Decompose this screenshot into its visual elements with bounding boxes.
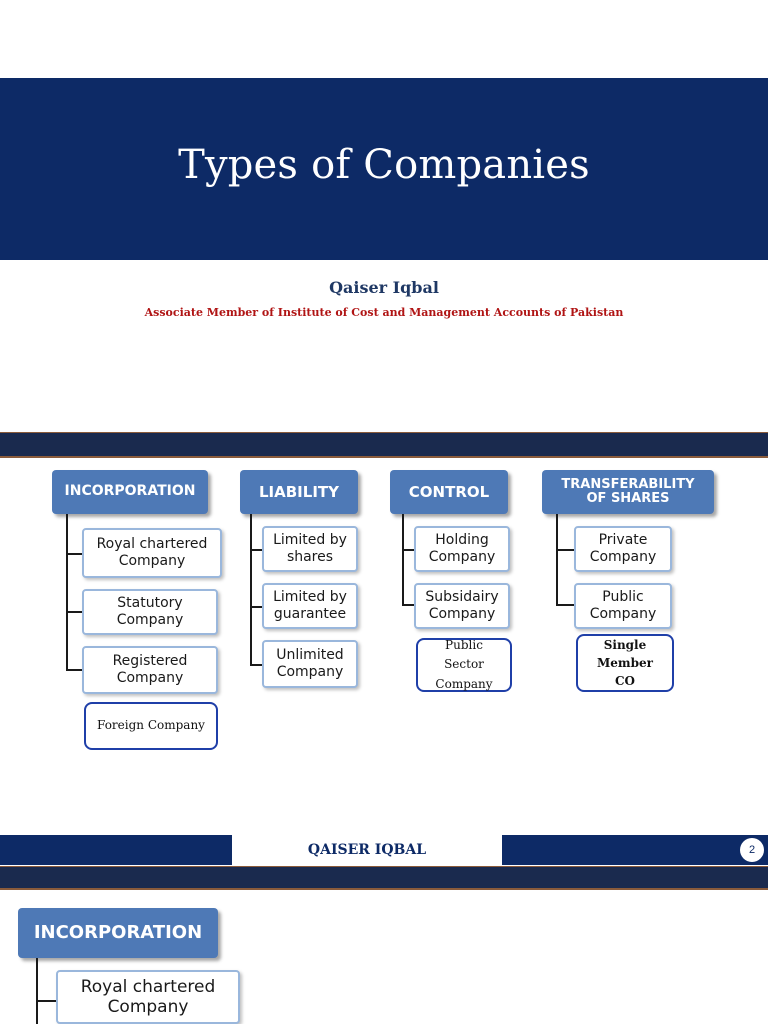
connector-line bbox=[36, 1000, 56, 1002]
item-private-company: Private Company bbox=[574, 526, 672, 572]
item-subsidairy-company: Subsidairy Company bbox=[414, 583, 510, 629]
item-statutory-company: Statutory Company bbox=[82, 589, 218, 635]
heading-liability: LIABILITY bbox=[240, 470, 358, 514]
footer-left-band bbox=[0, 835, 232, 865]
author-name: Qaiser Iqbal bbox=[329, 278, 439, 297]
connector-line bbox=[250, 606, 262, 608]
footer-author-name: QAISER IQBAL bbox=[307, 842, 427, 858]
connector-line bbox=[556, 514, 558, 606]
connector-line bbox=[402, 549, 414, 551]
slide-title: Types of Companies bbox=[178, 142, 590, 188]
connector-line bbox=[250, 664, 262, 666]
item-public-sector-company: Public Sector Company bbox=[416, 638, 512, 692]
item-registered-company: Registered Company bbox=[82, 646, 218, 694]
item-unlimited-company: Unlimited Company bbox=[262, 640, 358, 688]
author-affiliation: Associate Member of Institute of Cost and Management Accounts of Pakistan bbox=[144, 306, 624, 319]
slide3-item-royal-chartered-company: Royal chartered Company bbox=[56, 970, 240, 1024]
item-single-member-co: Single Member CO bbox=[576, 634, 674, 692]
connector-line bbox=[66, 514, 68, 670]
footer-right-band bbox=[502, 835, 768, 865]
item-foreign-company: Foreign Company bbox=[84, 702, 218, 750]
connector-line bbox=[556, 604, 574, 606]
slide3-heading-incorporation: INCORPORATION bbox=[18, 908, 218, 958]
slide3-header-bar bbox=[0, 866, 768, 890]
connector-line bbox=[66, 611, 82, 613]
item-limited-by-guarantee: Limited by guarantee bbox=[262, 583, 358, 629]
connector-line bbox=[402, 514, 404, 606]
slide-header-bar bbox=[0, 432, 768, 458]
connector-line bbox=[402, 604, 414, 606]
connector-line bbox=[66, 553, 82, 555]
connector-line bbox=[250, 514, 252, 666]
connector-line bbox=[556, 549, 574, 551]
connector-line bbox=[250, 549, 262, 551]
heading-control: CONTROL bbox=[390, 470, 508, 514]
connector-line bbox=[66, 669, 82, 671]
item-royal-chartered-company: Royal chartered Company bbox=[82, 528, 222, 578]
item-public-company: Public Company bbox=[574, 583, 672, 629]
heading-incorporation: INCORPORATION bbox=[52, 470, 208, 514]
connector-line bbox=[36, 958, 38, 1024]
page-number: 2 bbox=[740, 838, 764, 862]
item-limited-by-shares: Limited by shares bbox=[262, 526, 358, 572]
item-holding-company: Holding Company bbox=[414, 526, 510, 572]
heading-transferability-of-shares: TRANSFERABILITY OF SHARES bbox=[542, 470, 714, 514]
